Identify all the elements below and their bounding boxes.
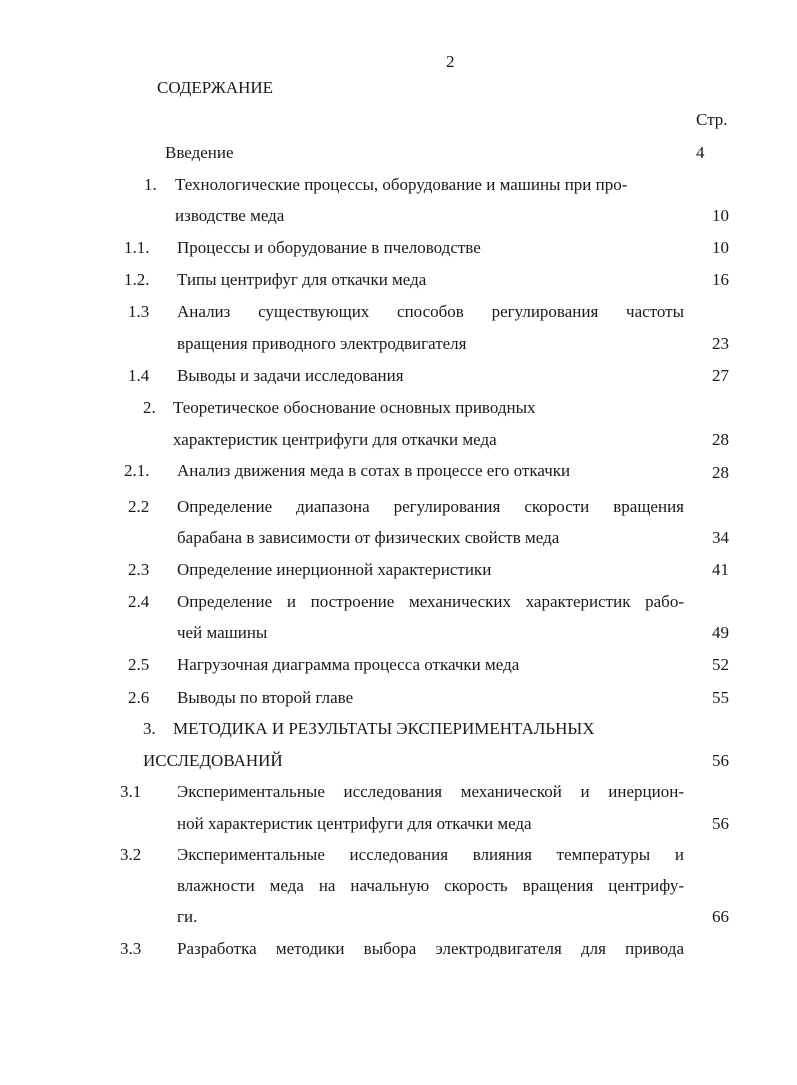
toc-entry-page: 55 <box>712 688 729 707</box>
toc-entry-title: ной характеристик центрифуги для откачки меда <box>177 814 532 833</box>
toc-entry-number: 3.2 <box>120 845 142 864</box>
toc-entry-number: 1.1. <box>124 238 150 257</box>
toc-entry-title: Анализ существующих способов регулирования частоты <box>177 302 684 321</box>
toc-entry-page: 16 <box>712 270 729 289</box>
toc-entry-title: барабана в зависимости от физических свойств меда <box>177 528 560 547</box>
toc-entry-title: Определение инерционной характеристики <box>177 560 492 579</box>
toc-entry-title: чей машины <box>177 623 268 642</box>
toc-entry-title: Процессы и оборудование в пчеловодстве <box>177 238 481 257</box>
toc-entry-number: 3. <box>143 719 156 738</box>
toc-entry-number: 2.2 <box>128 497 150 516</box>
toc-entry-number: 1.3 <box>128 302 150 321</box>
toc-entry-number: 2.1. <box>124 461 150 480</box>
toc-entry-page: 41 <box>712 560 729 579</box>
toc-entry-title: изводстве меда <box>175 206 285 225</box>
toc-entry-title: Типы центрифуг для откачки меда <box>177 270 427 289</box>
toc-entry-page: 10 <box>712 206 729 225</box>
toc-entry-number: 2. <box>143 398 156 417</box>
toc-entry-number: 1.4 <box>128 366 150 385</box>
toc-entry-title: Выводы и задачи исследования <box>177 366 404 385</box>
toc-entry-title: ги. <box>177 907 198 926</box>
toc-entry-title: Теоретическое обоснование основных приводных <box>173 398 536 417</box>
toc-entry-title: характеристик центрифуги для откачки меда <box>173 430 497 449</box>
toc-entry-title: Экспериментальные исследования механической и инерцион- <box>177 782 684 801</box>
toc-entry-page: 10 <box>712 238 729 257</box>
toc-entry-number: 2.4 <box>128 592 150 611</box>
toc-entry-number: 2.5 <box>128 655 150 674</box>
toc-entry-title: Технологические процессы, оборудование и машины при про- <box>175 175 628 194</box>
toc-entry-number: 1.2. <box>124 270 150 289</box>
toc-entry-title: Выводы по второй главе <box>177 688 354 707</box>
toc-entry-number: 3.3 <box>120 939 142 958</box>
toc-heading: СОДЕРЖАНИЕ <box>157 78 274 97</box>
toc-entry-number: 3.1 <box>120 782 142 801</box>
toc-intro-page: 4 <box>696 143 705 162</box>
toc-entry-title: Анализ движения меда в сотах в процессе его откачки <box>177 461 571 480</box>
page-number: 2 <box>446 52 455 71</box>
toc-entry-title: Определение диапазона регулирования скорости вращения <box>177 497 684 516</box>
toc-entry-title: Экспериментальные исследования влияния температуры и <box>177 845 684 864</box>
toc-entry-page: 56 <box>712 814 729 833</box>
toc-entry-title: Определение и построение механических характеристик рабо- <box>177 592 684 611</box>
toc-entry-page: 34 <box>712 528 729 547</box>
toc-entry-number: 2.3 <box>128 560 150 579</box>
toc-intro-title: Введение <box>165 143 234 162</box>
toc-entry-page: 27 <box>712 366 729 385</box>
toc-entry-page: 28 <box>712 430 729 449</box>
toc-entry-title: влажности меда на начальную скорость вращения центрифу- <box>177 876 684 895</box>
toc-entry-page: 52 <box>712 655 729 674</box>
toc-entry-title: Разработка методики выбора электродвигателя для привода <box>177 939 684 958</box>
toc-entry-title: вращения приводного электродвигателя <box>177 334 467 353</box>
toc-entry-page: 23 <box>712 334 729 353</box>
toc-entry-page: 49 <box>712 623 729 642</box>
toc-entry-number: 2.6 <box>128 688 150 707</box>
toc-entry-title: ИССЛЕДОВАНИЙ <box>143 751 283 770</box>
toc-entry-title: Нагрузочная диаграмма процесса откачки меда <box>177 655 520 674</box>
toc-entry-page: 56 <box>712 751 729 770</box>
toc-entry-page: 28 <box>712 463 729 482</box>
toc-entry-title: МЕТОДИКА И РЕЗУЛЬТАТЫ ЭКСПЕРИМЕНТАЛЬНЫХ <box>173 719 595 738</box>
toc-entry-number: 1. <box>144 175 157 194</box>
page-column-label: Стр. <box>696 110 728 129</box>
toc-entry-page: 66 <box>712 907 729 926</box>
